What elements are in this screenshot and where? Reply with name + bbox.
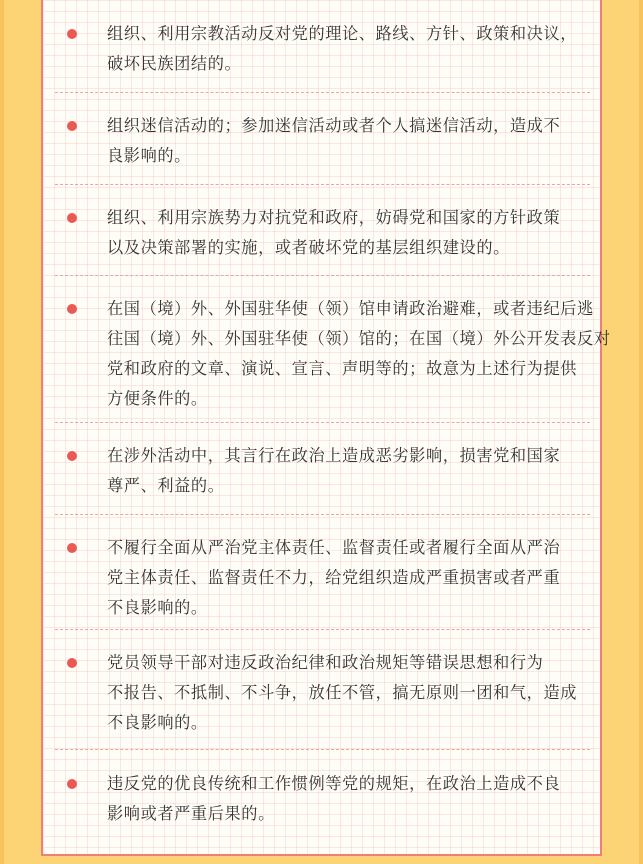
item-text	[107, 111, 575, 171]
item-line: 不良影响的。	[107, 598, 208, 617]
item-line: 不履行全面从严治党主体责任、监督责任或者履行全面从严治	[107, 538, 561, 557]
bullet-dot-icon	[67, 658, 77, 668]
bullet-dot-icon	[67, 121, 77, 131]
item-line: 影响或者严重后果的。	[107, 804, 275, 823]
item-text	[107, 294, 611, 414]
bullet-dot-icon	[67, 451, 77, 461]
item-line: 方便条件的。	[107, 389, 208, 408]
item-line: 不良影响的。	[107, 713, 208, 732]
item-line: 不报告、不抵制、不斗争，放任不管，搞无原则一团和气，造成	[107, 683, 578, 702]
item-text	[107, 533, 575, 623]
item-text	[107, 19, 578, 79]
dashed-divider	[55, 629, 590, 630]
item-line: 在国（境）外、外国驻华使（领）馆申请政治避难，或者违纪后逃	[107, 299, 594, 318]
item-line: 违反党的优良传统和工作惯例等党的规矩，在政治上造成不良	[107, 774, 561, 793]
item-line: 党和政府的文章、演说、宣言、声明等的；故意为上述行为提供	[107, 359, 578, 378]
dashed-divider	[55, 514, 590, 515]
item-line: 党主体责任、监督责任不力，给党组织造成严重损害或者严重	[107, 568, 561, 587]
page-edge-left	[0, 0, 4, 864]
content-card	[41, 0, 611, 856]
bullet-dot-icon	[67, 29, 77, 39]
bullet-dot-icon	[67, 213, 77, 223]
item-text	[107, 769, 575, 829]
item-line: 尊严、利益的。	[107, 476, 225, 495]
bullet-dot-icon	[67, 304, 77, 314]
item-line: 破坏民族团结的。	[107, 54, 242, 73]
dashed-divider	[55, 275, 590, 276]
item-text	[107, 203, 575, 263]
item-line: 组织、利用宗族势力对抗党和政府，妨碍党和国家的方针政策	[107, 208, 561, 227]
item-line: 党员领导干部对违反政治纪律和政治规矩等错误思想和行为	[107, 653, 544, 672]
item-line: 良影响的。	[107, 146, 191, 165]
item-text	[107, 441, 575, 501]
item-text	[107, 648, 578, 738]
item-line: 以及决策部署的实施，或者破坏党的基层组织建设的。	[107, 238, 510, 257]
item-line: 组织迷信活动的；参加迷信活动或者个人搞迷信活动，造成不	[107, 116, 561, 135]
item-line: 往国（境）外、外国驻华使（领）馆的；在国（境）外公开发表反对	[107, 329, 611, 348]
bullet-dot-icon	[67, 543, 77, 553]
dashed-divider	[55, 184, 590, 185]
item-line: 组织、利用宗教活动反对党的理论、路线、方针、政策和决议，	[107, 24, 578, 43]
bullet-dot-icon	[67, 779, 77, 789]
dashed-divider	[55, 92, 590, 93]
dashed-divider	[55, 749, 590, 750]
dashed-divider	[55, 422, 590, 423]
page-edge-right	[639, 0, 643, 864]
item-line: 在涉外活动中，其言行在政治上造成恶劣影响，损害党和国家	[107, 446, 561, 465]
